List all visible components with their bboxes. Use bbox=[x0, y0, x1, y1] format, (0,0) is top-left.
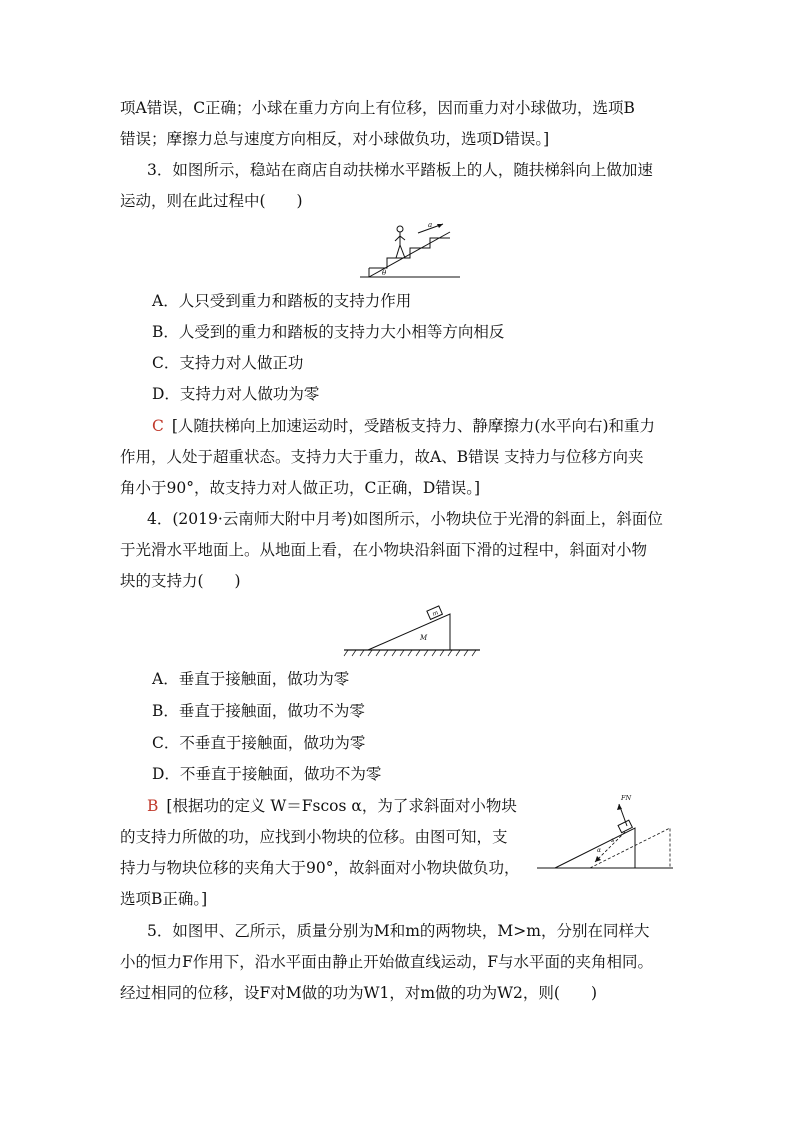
q5-stem-line-2: 小的恒力F作用下，沿水平面由静止开始做直线运动，F与水平面的夹角相同。 bbox=[120, 953, 654, 971]
q3-option-a: A．人只受到重力和踏板的支持力作用 bbox=[152, 292, 412, 310]
q3-option-c: C．支持力对人做正功 bbox=[152, 354, 304, 372]
incline-figure bbox=[340, 600, 485, 660]
q4-answer: B bbox=[147, 797, 159, 815]
ground-hatching bbox=[344, 650, 476, 656]
q4-option-a: A．垂直于接触面，做功为零 bbox=[152, 670, 350, 688]
angle-label-alpha: α bbox=[597, 847, 602, 854]
q4-option-d: D．不垂直于接触面，做功不为零 bbox=[152, 765, 382, 783]
q4-stem-line-2: 于光滑水平地面上。从地面上看，在小物块沿斜面下滑的过程中，斜面对小物 bbox=[120, 541, 648, 559]
q4-stem-line-3: 块的支持力( ) bbox=[120, 572, 241, 590]
person-head bbox=[397, 226, 403, 232]
prev-line-1: 项A错误，C正确；小球在重力方向上有位移，因而重力对小球做功，选项B bbox=[120, 99, 635, 117]
displacement-figure bbox=[535, 790, 677, 874]
q4-explanation-line-1: B [根据功的定义 W＝Fscos α，为了求斜面对小物块 bbox=[147, 797, 517, 815]
q3-option-d: D．支持力对人做功为零 bbox=[152, 385, 320, 403]
block-label-m: m bbox=[431, 609, 440, 618]
q3-stem-line-2: 运动，则在此过程中( ) bbox=[120, 192, 303, 210]
q5-stem-line-1: 5．如图甲、乙所示，质量分别为M和m的两物块，M>m，分别在同样大 bbox=[147, 922, 650, 940]
q4-explanation-line-2: 的支持力所做的功，应找到小物块的位移。由图可知，支 bbox=[120, 828, 508, 846]
prev-line-2: 错误；摩擦力总与速度方向相反，对小球做负功，选项D错误。] bbox=[120, 130, 550, 148]
q4-explanation-line-4: 选项B正确。] bbox=[120, 890, 208, 908]
q4-explanation-line-3: 持力与物块位移的夹角大于90°，故斜面对小物块做负功， bbox=[120, 859, 520, 877]
small-block bbox=[427, 606, 443, 619]
displacement-label-s: s bbox=[611, 836, 615, 844]
q3-explanation-line-2: 作用，人处于超重状态。支持力大于重力，故A、B错误 支持力与位移方向夹 bbox=[120, 448, 644, 466]
q3-explanation-line-1: C [人随扶梯向上加速运动时，受踏板支持力、静摩擦力(水平向右)和重力 bbox=[152, 417, 656, 435]
q3-answer: C bbox=[152, 417, 164, 435]
q5-stem-line-3: 经过相同的位移，设F对M做的功为W1，对m做的功为W2，则( ) bbox=[120, 984, 598, 1002]
q3-stem-line-1: 3．如图所示，稳站在商店自动扶梯水平踏板上的人，随扶梯斜向上做加速 bbox=[147, 161, 653, 179]
q4-option-c: C．不垂直于接触面，做功为零 bbox=[152, 734, 366, 752]
q3-option-b: B．人受到的重力和踏板的支持力大小相等方向相反 bbox=[152, 323, 505, 341]
escalator-figure bbox=[355, 218, 465, 280]
q4-option-b: B．垂直于接触面，做功不为零 bbox=[152, 702, 365, 720]
incline-wedge bbox=[368, 614, 450, 650]
acceleration-label: a bbox=[428, 221, 433, 229]
steps-outline bbox=[369, 238, 450, 268]
q3-explanation-line-3: 角小于90°，故支持力对人做正功，C正确，D错误。] bbox=[120, 479, 481, 497]
angle-theta-label: θ bbox=[382, 269, 387, 277]
wedge-label-M: M bbox=[420, 634, 428, 642]
force-label-FN: FN bbox=[621, 794, 632, 802]
wedge-end-dashed bbox=[590, 828, 670, 868]
q4-stem-line-1: 4．(2019·云南师大附中月考)如图所示，小物块位于光滑的斜面上，斜面位 bbox=[147, 510, 663, 528]
